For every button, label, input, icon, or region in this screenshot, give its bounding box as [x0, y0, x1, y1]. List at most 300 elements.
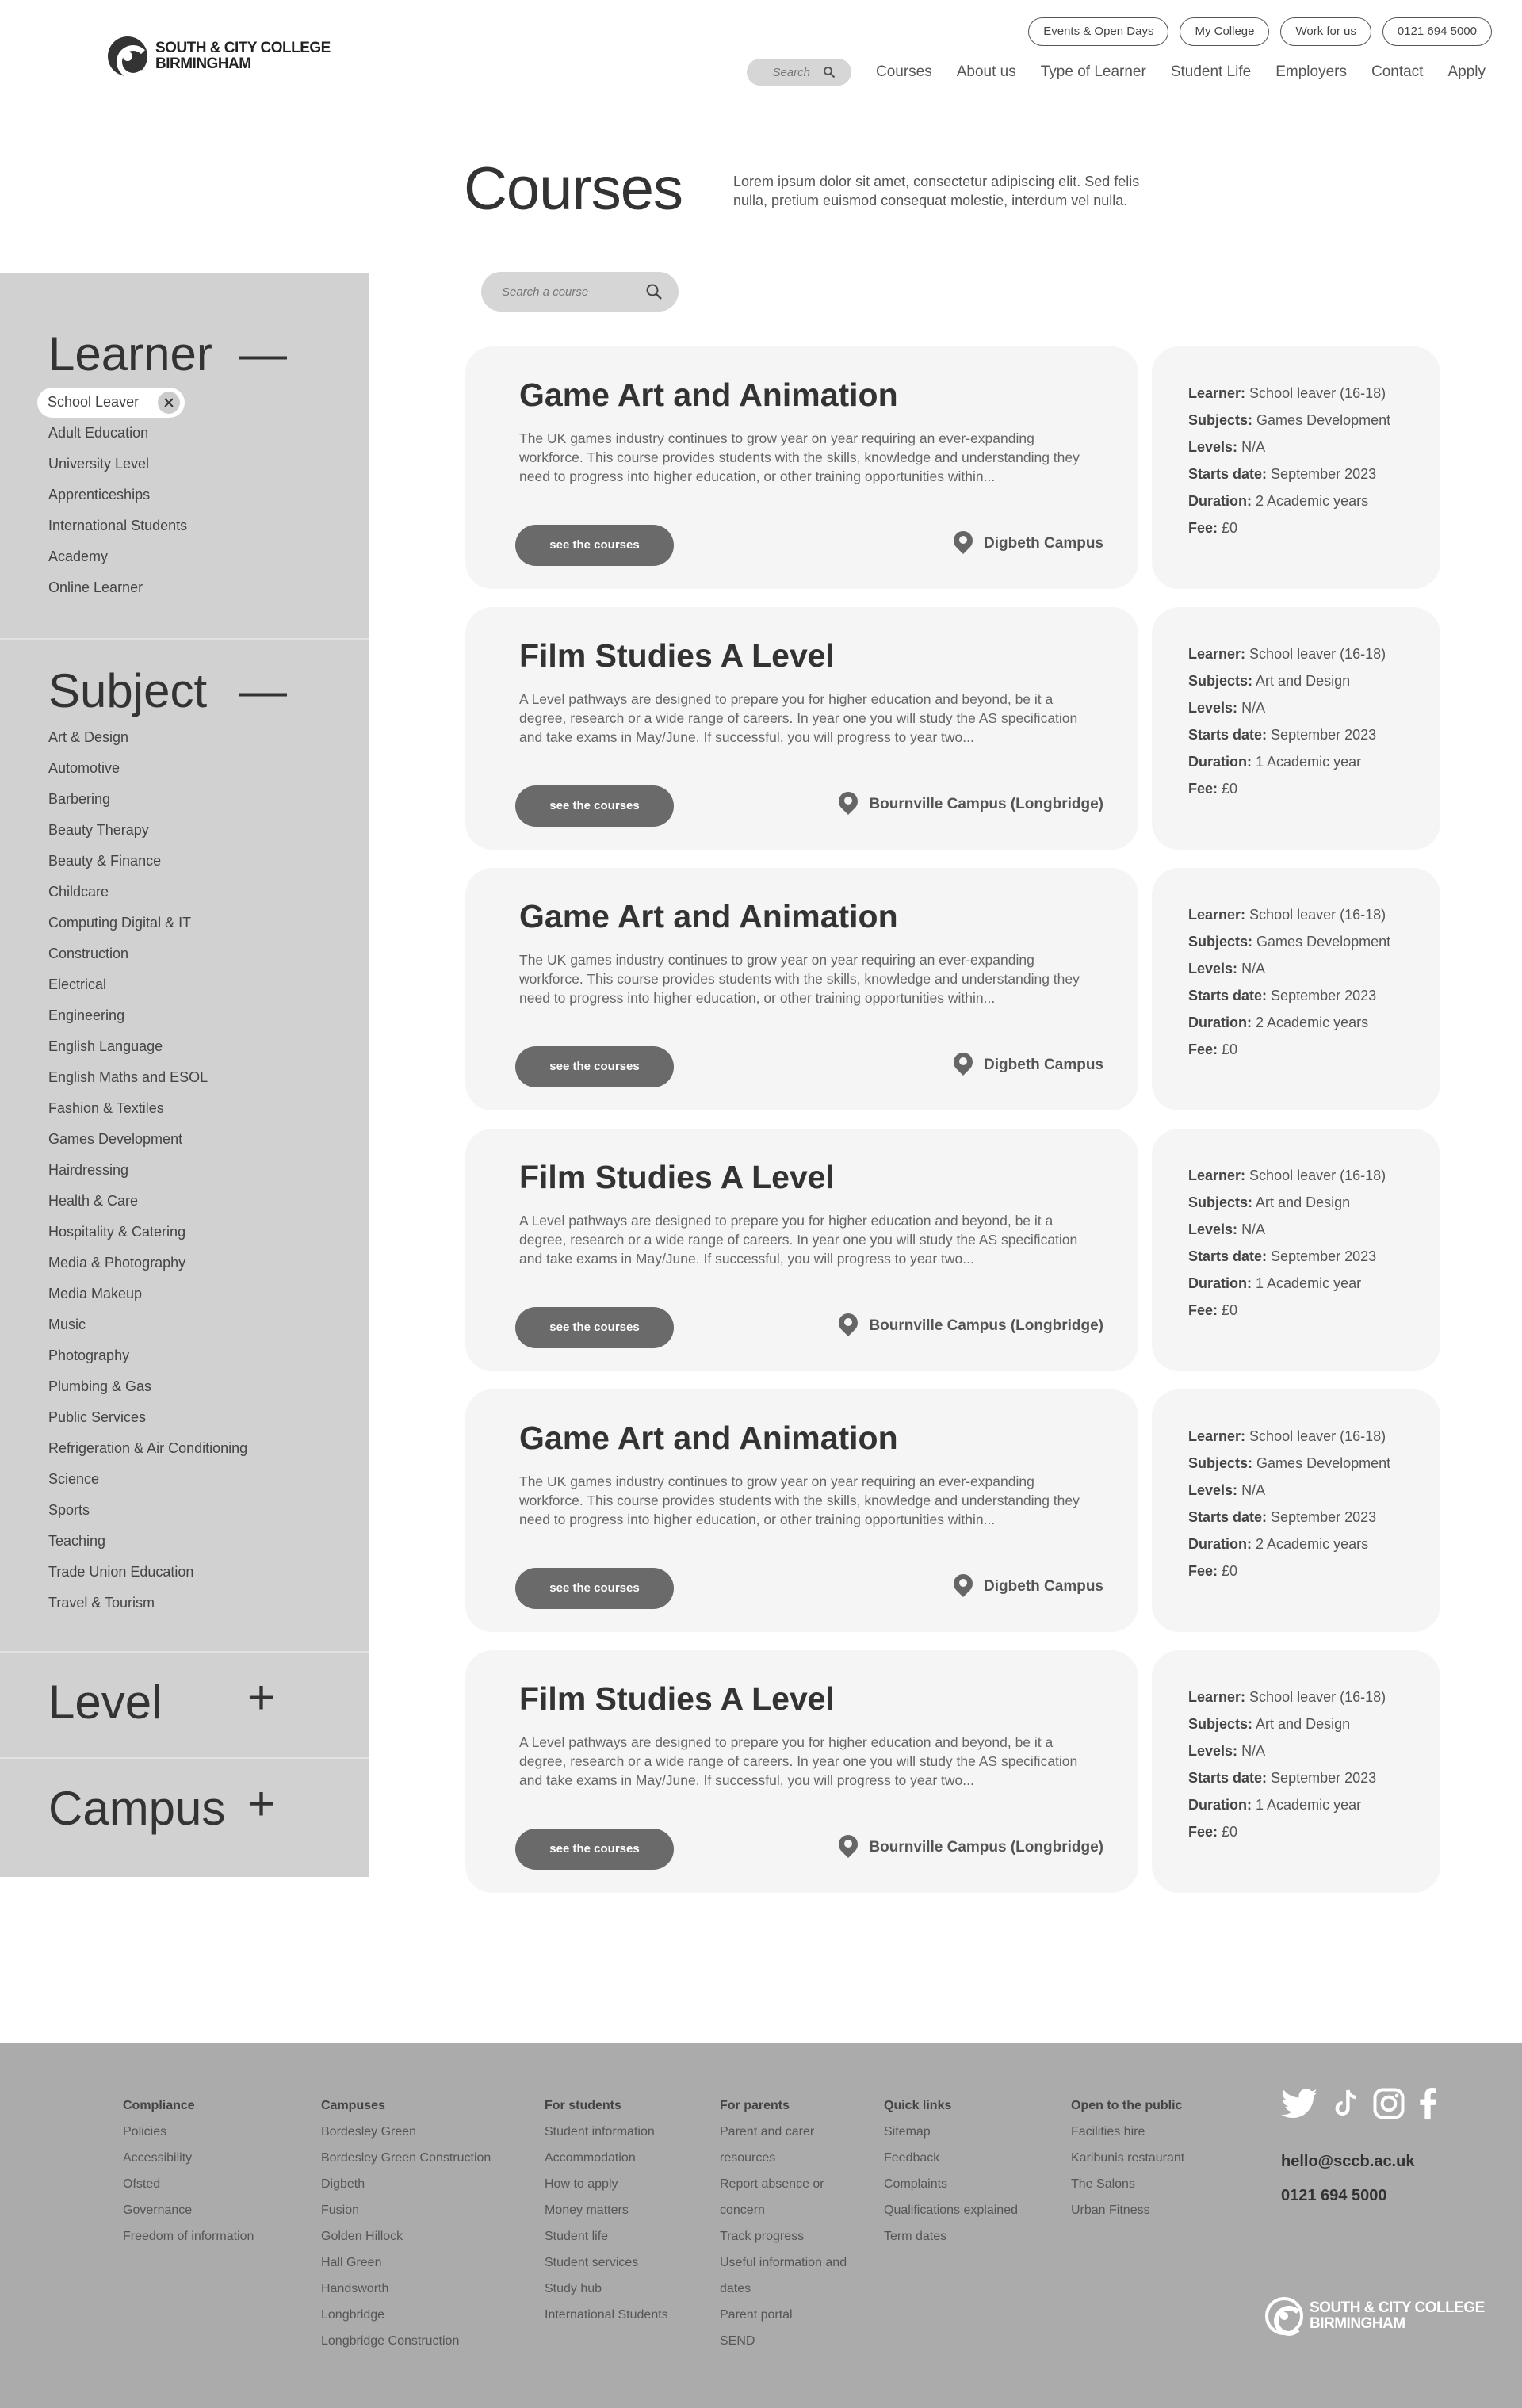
footer-link[interactable]: Student information [545, 2125, 655, 2139]
course-detail-label: Fee: [1188, 1824, 1218, 1840]
subject-option-construction[interactable]: Construction [48, 946, 129, 961]
footer-link[interactable]: Accommodation [545, 2151, 636, 2165]
nav-type-of-learner[interactable]: Type of Learner [1040, 63, 1146, 80]
nav-apply[interactable]: Apply [1447, 63, 1486, 80]
course-detail-label: Fee: [1188, 781, 1218, 797]
course-detail-value: 2 Academic years [1256, 1015, 1369, 1030]
location-pin-icon [954, 1574, 973, 1600]
footer-column-compliance [123, 2093, 254, 2249]
course-detail-value: N/A [1241, 1482, 1266, 1498]
course-title[interactable]: Film Studies A Level [519, 1159, 835, 1195]
footer-logo-line-1: SOUTH & CITY COLLEGE [1310, 2299, 1485, 2316]
footer-link[interactable]: SEND [720, 2334, 755, 2348]
course-detail-label: Learner: [1188, 646, 1246, 662]
footer-link[interactable]: Feedback [884, 2151, 940, 2165]
course-row [465, 607, 1440, 850]
footer-link[interactable]: Money matters [545, 2204, 629, 2217]
course-campus [839, 1835, 1103, 1860]
footer-link[interactable]: International Students [545, 2308, 668, 2322]
course-detail-value: N/A [1241, 700, 1266, 716]
subject-option-games-development[interactable]: Games Development [48, 1131, 183, 1147]
social-links [1281, 2088, 1436, 2119]
footer-link[interactable]: Handsworth [321, 2282, 389, 2295]
expand-icon[interactable]: + [247, 1777, 276, 1830]
header-search-input[interactable] [747, 59, 851, 86]
footer-link[interactable]: Bordesley Green Construction [321, 2151, 491, 2165]
course-detail-value: 1 Academic year [1256, 1275, 1362, 1291]
course-detail-fee [1188, 1818, 1440, 1845]
course-detail-label: Duration: [1188, 1275, 1252, 1291]
course-detail-label: Duration: [1188, 754, 1252, 770]
course-detail-levels [1188, 1737, 1440, 1764]
course-detail-starts [1188, 721, 1440, 748]
course-detail-label: Fee: [1188, 1042, 1218, 1057]
footer-link[interactable]: Policies [123, 2125, 167, 2139]
subject-option-beauty-and-finance[interactable]: Beauty & Finance [48, 853, 162, 869]
course-detail-value: School leaver (16-18) [1249, 907, 1386, 923]
footer-column-title: Compliance [123, 2099, 195, 2112]
course-detail-label: Subjects: [1188, 1194, 1253, 1210]
subject-option-music[interactable]: Music [48, 1317, 86, 1332]
course-detail-starts [1188, 1764, 1440, 1791]
course-detail-value: September 2023 [1271, 1770, 1377, 1786]
course-detail-value: September 2023 [1271, 727, 1377, 743]
course-detail-label: Learner: [1188, 907, 1246, 923]
see-the-courses-button[interactable]: see the courses [515, 1046, 674, 1087]
subject-option-trade-union-education[interactable]: Trade Union Education [48, 1564, 194, 1580]
footer-phone[interactable]: 0121 694 5000 [1281, 2187, 1387, 2204]
footer-link[interactable]: Golden Hillock [321, 2230, 403, 2243]
selected-filter-chip[interactable] [37, 388, 185, 418]
subject-filter-header[interactable] [0, 659, 369, 722]
footer-link[interactable]: Report absence or [720, 2177, 824, 2191]
course-detail-label: Fee: [1188, 1302, 1218, 1318]
instagram-icon[interactable] [1373, 2088, 1405, 2119]
course-detail-label: Levels: [1188, 1743, 1238, 1759]
see-the-courses-button[interactable]: see the courses [515, 785, 674, 827]
footer-link[interactable]: Student services [545, 2256, 639, 2269]
course-detail-label: Subjects: [1188, 1455, 1253, 1471]
phone-link[interactable]: 0121 694 5000 [1382, 17, 1492, 46]
subject-option-computing-digital-and-it[interactable]: Computing Digital & IT [48, 915, 192, 931]
course-detail-fee [1188, 514, 1440, 541]
course-card [465, 868, 1138, 1110]
course-detail-learner [1188, 640, 1440, 667]
course-detail-value: School leaver (16-18) [1249, 385, 1386, 401]
course-search-placeholder: Search a course [502, 285, 589, 299]
course-description: The UK games industry continues to grow year on year requiring an ever-expanding workforce. This course provides students with the skills, knowledge and understanding they need to progress into higher education, or other training opportunities within... [519, 952, 1080, 1006]
course-detail-label: Levels: [1188, 1482, 1238, 1498]
subject-option-media-and-photography[interactable]: Media & Photography [48, 1255, 186, 1271]
subject-option-automotive[interactable]: Automotive [48, 760, 120, 776]
course-detail-levels [1188, 694, 1440, 721]
subject-option-media-makeup[interactable]: Media Makeup [48, 1286, 143, 1301]
course-detail-label: Learner: [1188, 1428, 1246, 1444]
course-detail-label: Subjects: [1188, 1716, 1253, 1732]
course-campus [839, 792, 1103, 817]
location-pin-icon [954, 531, 973, 556]
subject-option-plumbing-and-gas[interactable]: Plumbing & Gas [48, 1378, 152, 1394]
footer-link[interactable]: Bordesley Green [321, 2125, 417, 2139]
footer-column-title: For parents [720, 2099, 790, 2112]
footer-link[interactable]: Sitemap [884, 2125, 931, 2139]
course-detail-value: School leaver (16-18) [1249, 1168, 1386, 1183]
learner-filter-group [0, 273, 369, 640]
course-detail-value: Games Development [1256, 934, 1391, 950]
course-description: The UK games industry continues to grow year on year requiring an ever-expanding workforce. This course provides students with the skills, knowledge and understanding they need to progress into higher education, or other training opportunities within... [519, 430, 1080, 484]
course-detail-label: Learner: [1188, 1168, 1246, 1183]
footer-link[interactable]: Complaints [884, 2177, 948, 2191]
subject-option-sports[interactable]: Sports [48, 1502, 90, 1518]
course-detail-label: Duration: [1188, 1797, 1252, 1813]
course-detail-duration [1188, 1791, 1440, 1818]
campus-filter-title: Campus [48, 1781, 226, 1835]
course-campus-label: Bournville Campus (Longbridge) [869, 1317, 1103, 1334]
footer-link[interactable]: Facilities hire [1071, 2125, 1145, 2139]
course-details [1152, 1389, 1440, 1632]
collapse-icon[interactable]: — [239, 664, 287, 717]
nav-about-us[interactable]: About us [956, 63, 1016, 80]
course-detail-levels [1188, 1216, 1440, 1243]
course-card [465, 346, 1138, 589]
learner-option-online-learner[interactable]: Online Learner [48, 579, 143, 595]
course-detail-duration [1188, 1270, 1440, 1297]
learner-option-international-students[interactable]: International Students [48, 518, 188, 533]
subject-option-health-and-care[interactable]: Health & Care [48, 1193, 139, 1209]
footer-link[interactable]: Fusion [321, 2204, 360, 2217]
course-detail-label: Learner: [1188, 385, 1246, 401]
subject-option-hairdressing[interactable]: Hairdressing [48, 1162, 129, 1178]
location-pin-icon [839, 792, 858, 817]
facebook-icon[interactable] [1419, 2088, 1436, 2119]
footer-link[interactable]: Accessibility [123, 2151, 193, 2165]
course-detail-subjects [1188, 1450, 1440, 1477]
footer-column-open-to-the-public [1071, 2093, 1184, 2223]
footer-link[interactable]: Student life [545, 2230, 609, 2243]
course-detail-value: September 2023 [1271, 1248, 1377, 1264]
see-the-courses-button[interactable]: see the courses [515, 1307, 674, 1348]
footer-link[interactable]: Useful information and [720, 2256, 847, 2269]
course-detail-learner [1188, 1162, 1440, 1189]
course-detail-value: N/A [1241, 439, 1266, 455]
expand-icon[interactable]: + [247, 1671, 276, 1724]
level-filter-group [0, 1653, 369, 1759]
course-detail-value: 2 Academic years [1256, 1536, 1369, 1552]
subject-option-barbering[interactable]: Barbering [48, 791, 111, 807]
footer-link[interactable]: Freedom of information [123, 2230, 254, 2243]
course-detail-label: Starts date: [1188, 466, 1268, 482]
course-list [465, 346, 1440, 1911]
see-the-courses-button[interactable]: see the courses [515, 1829, 674, 1870]
course-detail-label: Subjects: [1188, 934, 1253, 950]
learner-option-academy[interactable]: Academy [48, 548, 109, 564]
college-logo-mark [108, 36, 147, 76]
course-title[interactable]: Film Studies A Level [519, 637, 835, 674]
tiktok-icon[interactable] [1332, 2089, 1359, 2119]
course-card [465, 1650, 1138, 1893]
collapse-icon[interactable]: — [239, 327, 287, 380]
events-open-days-link[interactable]: Events & Open Days [1028, 17, 1168, 46]
footer-link[interactable]: Track progress [720, 2230, 805, 2243]
footer-link[interactable]: Study hub [545, 2282, 602, 2295]
course-detail-value: September 2023 [1271, 988, 1377, 1003]
footer-column-title: Campuses [321, 2099, 385, 2112]
footer-link[interactable]: Longbridge Construction [321, 2334, 460, 2348]
course-detail-learner [1188, 901, 1440, 928]
footer-link-list [1071, 2119, 1184, 2223]
course-title[interactable]: Film Studies A Level [519, 1680, 835, 1717]
search-icon [823, 66, 836, 78]
course-detail-label: Subjects: [1188, 412, 1253, 428]
course-description: The UK games industry continues to grow year on year requiring an ever-expanding workforce. This course provides students with the skills, knowledge and understanding they need to progress into higher education, or other training opportunities within... [519, 1473, 1080, 1527]
location-pin-icon [839, 1313, 858, 1339]
course-search-input[interactable] [481, 272, 679, 312]
course-detail-learner [1188, 1423, 1440, 1450]
nav-contact[interactable]: Contact [1371, 63, 1424, 80]
course-campus-label: Bournville Campus (Longbridge) [869, 796, 1103, 812]
nav-courses[interactable]: Courses [875, 63, 932, 80]
utility-links [1028, 17, 1492, 46]
course-campus-label: Digbeth Campus [984, 1057, 1103, 1073]
course-detail-value: 1 Academic year [1256, 754, 1362, 770]
twitter-icon[interactable] [1281, 2089, 1317, 2119]
subject-option-engineering[interactable]: Engineering [48, 1007, 125, 1023]
course-detail-label: Fee: [1188, 1563, 1218, 1579]
footer-column-campuses [321, 2093, 491, 2354]
subject-option-travel-and-tourism[interactable]: Travel & Tourism [48, 1595, 155, 1611]
course-description: A Level pathways are designed to prepare you for higher education and beyond, be it a degree, research or a wide range of careers. In year one you will study the AS specification and take exams in May/June. If successful, you will progress to year two... [519, 1734, 1078, 1788]
course-detail-label: Levels: [1188, 700, 1238, 716]
see-the-courses-button[interactable]: see the courses [515, 1568, 674, 1609]
course-campus [954, 531, 1103, 556]
subject-option-electrical[interactable]: Electrical [48, 977, 107, 992]
course-title[interactable]: Game Art and Animation [519, 1420, 898, 1456]
course-card [465, 1389, 1138, 1632]
course-row [465, 346, 1440, 589]
level-filter-header[interactable] [0, 1670, 369, 1733]
site-footer [0, 2043, 1522, 2408]
course-detail-fee [1188, 1558, 1440, 1584]
subject-option-fashion-and-textiles[interactable]: Fashion & Textiles [48, 1100, 164, 1116]
course-detail-value: Art and Design [1256, 1716, 1351, 1732]
learner-option-adult-education[interactable]: Adult Education [48, 425, 149, 441]
level-filter-title: Level [48, 1675, 163, 1729]
subject-option-teaching[interactable]: Teaching [48, 1533, 106, 1549]
course-detail-learner [1188, 380, 1440, 407]
footer-link-list [321, 2119, 491, 2354]
course-detail-label: Learner: [1188, 1689, 1246, 1705]
subject-option-english-language[interactable]: English Language [48, 1038, 163, 1054]
course-campus-label: Digbeth Campus [984, 535, 1103, 552]
location-pin-icon [839, 1835, 858, 1860]
course-detail-value: School leaver (16-18) [1249, 1428, 1386, 1444]
course-campus [839, 1313, 1103, 1339]
subject-filter-title: Subject [48, 663, 208, 717]
footer-link[interactable]: How to apply [545, 2177, 618, 2191]
course-detail-learner [1188, 1684, 1440, 1710]
remove-filter-icon[interactable] [158, 392, 180, 414]
campus-filter-header[interactable] [0, 1776, 369, 1840]
site-header [0, 0, 1522, 119]
course-row [465, 1650, 1440, 1893]
learner-option-apprenticeships[interactable]: Apprenticeships [48, 487, 151, 503]
course-detail-label: Levels: [1188, 961, 1238, 977]
course-detail-value: £0 [1222, 1302, 1238, 1318]
course-detail-label: Fee: [1188, 520, 1218, 536]
course-detail-levels [1188, 434, 1440, 461]
subject-option-art-and-design[interactable]: Art & Design [48, 729, 129, 745]
course-detail-value: N/A [1241, 961, 1266, 977]
course-detail-subjects [1188, 1710, 1440, 1737]
subject-option-beauty-therapy[interactable]: Beauty Therapy [48, 822, 149, 838]
course-detail-subjects [1188, 667, 1440, 694]
course-detail-value: Art and Design [1256, 673, 1351, 689]
footer-link[interactable]: concern [720, 2204, 765, 2217]
footer-link[interactable]: dates [720, 2282, 751, 2295]
course-detail-value: £0 [1222, 520, 1238, 536]
learner-filter-header[interactable] [0, 322, 369, 385]
footer-link[interactable]: Term dates [884, 2230, 947, 2243]
footer-link[interactable]: Parent portal [720, 2308, 793, 2322]
course-detail-label: Starts date: [1188, 1509, 1268, 1525]
course-details [1152, 607, 1440, 850]
course-detail-subjects [1188, 407, 1440, 434]
course-campus-label: Digbeth Campus [984, 1578, 1103, 1595]
logo-line-2: BIRMINGHAM [155, 55, 251, 72]
course-detail-levels [1188, 955, 1440, 982]
course-detail-value: Art and Design [1256, 1194, 1351, 1210]
course-detail-duration [1188, 1531, 1440, 1558]
footer-link-list [884, 2119, 1018, 2249]
selected-filter-label: School Leaver [48, 394, 140, 410]
header-search-placeholder: Search [772, 65, 810, 79]
learner-filter-list [0, 387, 369, 418]
course-detail-starts [1188, 1504, 1440, 1531]
course-description: A Level pathways are designed to prepare you for higher education and beyond, be it a degree, research or a wide range of careers. In year one you will study the AS specification and take exams in May/June. If successful, you will progress to year two... [519, 691, 1078, 745]
footer-link[interactable]: Karibunis restaurant [1071, 2151, 1185, 2165]
course-details [1152, 1129, 1440, 1371]
course-details [1152, 346, 1440, 589]
course-detail-duration [1188, 487, 1440, 514]
nav-student-life[interactable]: Student Life [1170, 63, 1252, 80]
course-campus [954, 1053, 1103, 1078]
filter-sidebar [0, 273, 369, 1877]
footer-link[interactable]: Qualifications explained [884, 2204, 1018, 2217]
subject-option-refrigeration-and-air-conditioning[interactable]: Refrigeration & Air Conditioning [48, 1440, 248, 1456]
subject-option-public-services[interactable]: Public Services [48, 1409, 147, 1425]
course-detail-label: Duration: [1188, 1536, 1252, 1552]
footer-column-quick-links [884, 2093, 1018, 2249]
course-detail-label: Starts date: [1188, 1248, 1268, 1264]
footer-link[interactable]: Digbeth [321, 2177, 365, 2191]
course-details [1152, 868, 1440, 1110]
search-icon[interactable] [645, 283, 663, 300]
footer-column-for-parents [720, 2093, 847, 2354]
course-detail-value: £0 [1222, 1042, 1238, 1057]
footer-logo-mark [1265, 2297, 1303, 2335]
page-title: Courses [464, 155, 683, 223]
college-logo[interactable] [108, 36, 331, 76]
subject-options [0, 722, 369, 1619]
course-detail-value: September 2023 [1271, 1509, 1377, 1525]
course-row [465, 868, 1440, 1110]
footer-link[interactable]: Parent and carer [720, 2125, 815, 2139]
footer-link[interactable]: Longbridge [321, 2308, 385, 2322]
course-detail-label: Levels: [1188, 1221, 1238, 1237]
course-description: A Level pathways are designed to prepare you for higher education and beyond, be it a degree, research or a wide range of careers. In year one you will study the AS specification and take exams in May/June. If successful, you will progress to year two... [519, 1213, 1078, 1267]
course-detail-duration [1188, 748, 1440, 775]
footer-link-list [720, 2119, 847, 2354]
course-row [465, 1389, 1440, 1632]
footer-column-title: Quick links [884, 2099, 952, 2112]
course-detail-subjects [1188, 1189, 1440, 1216]
subject-option-photography[interactable]: Photography [48, 1347, 130, 1363]
learner-option-university-level[interactable]: University Level [48, 456, 150, 472]
course-detail-duration [1188, 1009, 1440, 1036]
course-detail-starts [1188, 461, 1440, 487]
subject-option-hospitality-and-catering[interactable]: Hospitality & Catering [48, 1224, 186, 1240]
footer-link[interactable]: Ofsted [123, 2177, 161, 2191]
subject-option-english-maths-and-esol[interactable]: English Maths and ESOL [48, 1069, 208, 1085]
course-detail-fee [1188, 1036, 1440, 1063]
see-the-courses-button[interactable]: see the courses [515, 525, 674, 566]
footer-logo-line-2: BIRMINGHAM [1310, 2315, 1405, 2332]
logo-line-1: SOUTH & CITY COLLEGE [155, 40, 331, 56]
footer-link[interactable]: Hall Green [321, 2256, 382, 2269]
course-detail-value: School leaver (16-18) [1249, 1689, 1386, 1705]
course-detail-label: Starts date: [1188, 727, 1268, 743]
course-detail-value: 2 Academic years [1256, 493, 1369, 509]
course-detail-label: Subjects: [1188, 673, 1253, 689]
course-detail-label: Duration: [1188, 493, 1252, 509]
my-college-link[interactable]: My College [1180, 17, 1269, 46]
footer-link[interactable]: The Salons [1071, 2177, 1135, 2191]
course-detail-label: Duration: [1188, 1015, 1252, 1030]
course-detail-fee [1188, 1297, 1440, 1324]
page-intro: Lorem ipsum dolor sit amet, consectetur adipiscing elit. Sed felis nulla, pretium euismod consequat molestie, interdum vel nulla. [733, 174, 1140, 208]
course-detail-value: £0 [1222, 781, 1238, 797]
course-detail-label: Starts date: [1188, 988, 1268, 1003]
footer-column-title: Open to the public [1071, 2099, 1183, 2112]
course-detail-label: Starts date: [1188, 1770, 1268, 1786]
course-detail-value: Games Development [1256, 412, 1391, 428]
learner-filter-title: Learner [48, 327, 212, 380]
subject-option-science[interactable]: Science [48, 1471, 100, 1487]
course-title[interactable]: Game Art and Animation [519, 376, 898, 413]
footer-email[interactable]: hello@sccb.ac.uk [1281, 2153, 1415, 2170]
course-detail-value: N/A [1241, 1221, 1266, 1237]
course-detail-subjects [1188, 928, 1440, 955]
learner-selected-item [48, 387, 369, 418]
footer-link[interactable]: Urban Fitness [1071, 2204, 1150, 2217]
course-campus-label: Bournville Campus (Longbridge) [869, 1839, 1103, 1856]
nav-employers[interactable]: Employers [1275, 63, 1347, 80]
course-detail-starts [1188, 1243, 1440, 1270]
course-row [465, 1129, 1440, 1371]
footer-link[interactable]: Governance [123, 2204, 193, 2217]
footer-link[interactable]: resources [720, 2151, 776, 2165]
footer-logo[interactable] [1265, 2297, 1485, 2335]
course-details [1152, 1650, 1440, 1893]
course-detail-value: £0 [1222, 1563, 1238, 1579]
footer-link-list [545, 2119, 668, 2328]
course-campus [954, 1574, 1103, 1600]
course-title[interactable]: Game Art and Animation [519, 898, 898, 935]
footer-column-title: For students [545, 2099, 621, 2112]
learner-options [0, 418, 369, 603]
work-for-us-link[interactable]: Work for us [1280, 17, 1371, 46]
subject-option-childcare[interactable]: Childcare [48, 884, 109, 900]
